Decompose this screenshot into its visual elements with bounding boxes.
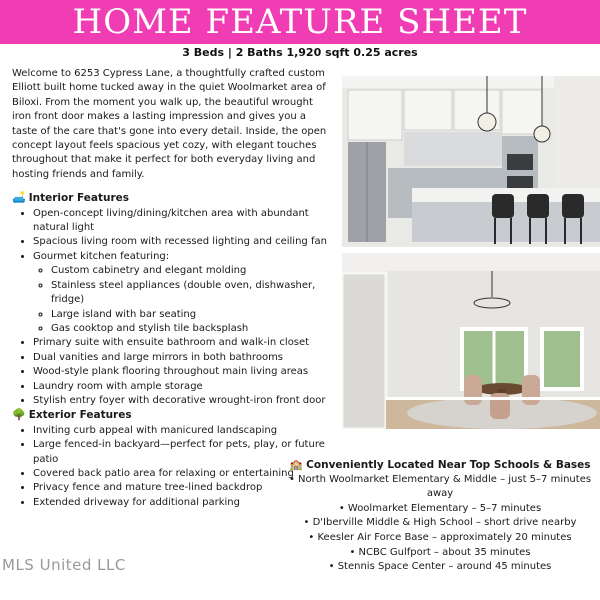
kitchen-sublist: [33, 264, 332, 336]
list-item: [33, 250, 332, 336]
couch-icon: 🛋️: [12, 191, 26, 205]
list-item: • Wood-style plank flooring throughout main living areas: [33, 365, 332, 379]
interior-list: [12, 207, 332, 409]
list-item: • Covered back patio area for relaxing or entertaining: [33, 467, 332, 481]
list-item: • Dual vanities and large mirrors in both bathrooms: [33, 351, 332, 365]
location-item: • North Woolmarket Elementary & Middle – just 5–7 minutes away: [288, 473, 592, 500]
location-title-label: Conveniently Located Near Top Schools & Bases: [306, 459, 591, 471]
list-item: • Laundry room with ample storage: [33, 380, 332, 394]
list-item: • Primary suite with ensuite bathroom and walk-in closet: [33, 336, 332, 350]
exterior-title-label: Exterior Features: [28, 409, 132, 422]
list-item: • Large fenced-in backyard—perfect for pets, play, or future patio: [33, 438, 332, 467]
interior-section-title: [12, 191, 332, 205]
dining-room-photo: [342, 253, 600, 429]
list-item: • Inviting curb appeal with manicured landscaping: [33, 424, 332, 438]
property-stats: 3 Beds | 2 Baths 1,920 sqft 0.25 acres: [182, 46, 418, 59]
list-item: • Open-concept living/dining/kitchen area with abundant natural light: [33, 207, 332, 236]
page-title: HOME FEATURE SHEET: [72, 2, 528, 42]
list-item: ◦ Gas cooktop and stylish tile backsplash: [51, 322, 332, 336]
location-item: • Woolmarket Elementary – 5–7 minutes: [338, 502, 542, 514]
list-item: • Extended driveway for additional parking: [33, 496, 332, 510]
list-item: ◦ Large island with bar seating: [51, 308, 332, 322]
intro-paragraph: Welcome to 6253 Cypress Lane, a thoughtfully crafted custom Elliott built home tucked away in the quiet Woolmarket area of Biloxi. From the moment you walk up, the beautiful wrought iron front door makes a lasting impression and gives you a taste of the care that's gone into every detail. Inside, the open concept layout feels spacious yet cozy, with elegant touches throughout that make it perfect for both everyday living and hosting friends and family.: [12, 68, 327, 180]
list-item: ◦ Stainless steel appliances (double oven, dishwasher, fridge): [51, 279, 332, 308]
list-item: • Stylish entry foyer with decorative wrought-iron front door: [33, 394, 332, 408]
location-item: • D'Iberville Middle & High School – short drive nearby: [303, 517, 577, 529]
kitchen-photo: [342, 76, 600, 247]
location-item: • Stennis Space Center – around 45 minutes: [328, 561, 552, 573]
list-item: • Spacious living room with recessed lighting and ceiling fan: [33, 235, 332, 249]
location-section: [280, 458, 600, 575]
location-item: • NCBC Gulfport – about 35 minutes: [349, 546, 531, 558]
list-item-label: Gourmet kitchen featuring:: [33, 250, 170, 262]
interior-title-label: Interior Features: [28, 192, 130, 205]
location-section-title: [280, 458, 600, 473]
list-item: • Privacy fence and mature tree-lined backdrop: [33, 481, 332, 495]
location-item: • Keesler Air Force Base – approximately 20 minutes: [308, 531, 572, 543]
exterior-section-title: [12, 408, 332, 422]
mls-watermark: MLS United LLC: [2, 556, 126, 574]
left-column: [12, 67, 332, 510]
tree-icon: 🌳: [12, 408, 26, 422]
title-banner: [0, 0, 600, 44]
school-icon: 🏫: [289, 459, 303, 471]
list-item: ◦ Custom cabinetry and elegant molding: [51, 264, 332, 278]
